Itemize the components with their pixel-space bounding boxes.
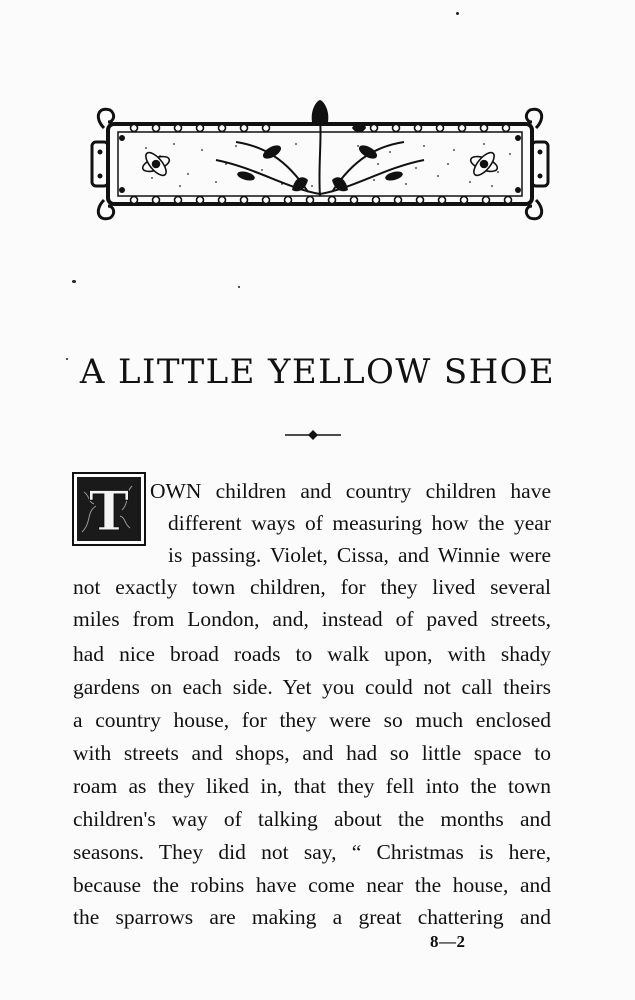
- decorated-initial-icon: [72, 472, 146, 546]
- print-speck: [456, 12, 459, 15]
- text-line: different ways of measuring how the year: [168, 511, 551, 535]
- text-line: roam as they liked in, that they fell into the town: [73, 774, 551, 798]
- text-line: children's way of talking about the months and: [73, 807, 551, 831]
- text-line: miles from London, and, instead of paved streets,: [73, 607, 551, 631]
- text-line: had nice broad roads to walk upon, with shady: [73, 642, 551, 666]
- chapter-title: A LITTLE YELLOW SHOE: [79, 352, 556, 392]
- signature-mark: 8—2: [430, 932, 466, 951]
- text-line: the sparrows are making a great chattering and: [73, 905, 551, 929]
- floral-headpiece-icon: [86, 98, 554, 230]
- text-line: a country house, for they were so much enclosed: [73, 708, 551, 732]
- text-line: with streets and shops, and had so little space to: [73, 741, 551, 765]
- text-line: is passing. Violet, Cissa, and Winnie were: [168, 543, 551, 567]
- print-speck: [66, 358, 68, 360]
- diamond-rule-icon: [283, 427, 343, 443]
- text-line: not exactly town children, for they lived several: [73, 575, 551, 599]
- print-speck: [72, 280, 76, 283]
- text-line: because the robins have come near the house, and: [73, 873, 551, 897]
- text-line: seasons. They did not say, “ Christmas is here,: [73, 840, 551, 864]
- text-line: OWN children and country children have: [150, 479, 551, 503]
- text-line: gardens on each side. Yet you could not call theirs: [73, 675, 551, 699]
- dropcap-letter: T: [88, 479, 130, 543]
- print-speck: [238, 286, 240, 288]
